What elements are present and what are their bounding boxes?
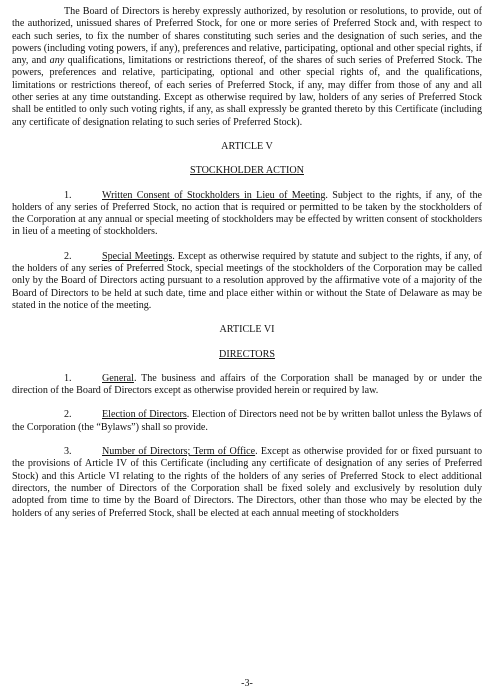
section-number: 3. (64, 446, 72, 458)
section-vi-2 (12, 409, 482, 434)
section-title: Election of Directors (102, 409, 187, 421)
section-number: 2. (64, 250, 72, 262)
section-title: Written Consent of Stockholders in Lieu of Meeting (102, 189, 326, 201)
section-body: . Election of Directors need not be by written ballot unless the Bylaws of the Corporation (the “Bylaws”) shall so provide. (12, 409, 482, 433)
article-v-subheading: STOCKHOLDER ACTION (190, 165, 304, 177)
paragraph-text: The Board of Directors is hereby expressly authorized, by resolution or resolutions, to provide, out of the authorized, unissued shares of Preferred Stock, for one or more series of Preferred Stock and, with respect to each such series, to fix the number of shares constituting such series and the designation of such series, and the powers (including voting powers, if any), preferences and relative, participating, optional and other special rights, if any, and (12, 6, 482, 67)
section-body: . The business and affairs of the Corporation shall be managed by or under the direction of the Board of Directors except as otherwise provided herein or required by law. (12, 372, 482, 397)
italic-word: any (49, 55, 65, 67)
section-vi-3 (12, 446, 482, 520)
section-body: . Subject to the rights, if any, of the holders of any series of Preferred Stock, no action that is required or permitted to be taken by the stockholders of the Corporation at any annual or special meeting of stockholders may be effected by written consent of stockholders in lieu of a meeting of stockholders. (12, 189, 482, 238)
article-vi-heading: ARTICLE VI (219, 324, 275, 336)
section-v-2 (12, 251, 482, 312)
article-v-heading: ARTICLE V (221, 140, 273, 152)
section-v-1 (12, 190, 482, 239)
section-number: 1. (64, 372, 72, 384)
section-vi-1 (12, 373, 482, 398)
paragraph-directors-authority (12, 6, 482, 129)
section-title: General (102, 372, 134, 384)
section-number: 2. (64, 409, 72, 421)
section-title: Special Meetings (102, 250, 173, 262)
paragraph-text: qualifications, limitations or restrictions thereof, of the shares of such series of Preferred Stock. The powers, preferences and relative, participating, optional and other special rights of, and the qualifications, limitations or restrictions thereof, of each series of Preferred Stock, if any, may differ from those of any and all other series at any time outstanding. Except as otherwise required by law, holders of any series of Preferred Stock shall be entitled to only such voting rights, if any, as shall expressly be granted thereto by this Certificate (including any certificate of designation relating to such series of Preferred Stock). (12, 55, 482, 128)
section-title: Number of Directors; Term of Office (102, 446, 256, 458)
section-number: 1. (64, 189, 72, 201)
page-number: -3- (241, 678, 253, 689)
section-body: . Except as otherwise required by statute and subject to the rights, if any, of the holders of any series of Preferred Stock, special meetings of the stockholders of the Corporation may be called only by the Board of Directors acting pursuant to a resolution approved by the affirmative vote of a majority of the Board of Directors to be held at such date, time and place either within or without the State of Delaware as may be stated in the notice of the meeting. (12, 250, 482, 311)
article-vi-subheading: DIRECTORS (219, 348, 275, 360)
section-body: . Except as otherwise provided for or fixed pursuant to the provisions of Article IV of this Certificate (including any certificate of designation of any series of Preferred Stock) and this Article VI relating to the rights of the holders of any series of Preferred Stock to elect additional directors, the number of Directors of the Corporation shall be fixed solely and exclusively by resolution duly adopted from time to time by the Board of Directors. The Directors, other than those who may be elected by the holders of any series of Preferred Stock, shall be elected at each annual meeting of stockholders (12, 446, 482, 519)
document-page (12, 6, 482, 520)
